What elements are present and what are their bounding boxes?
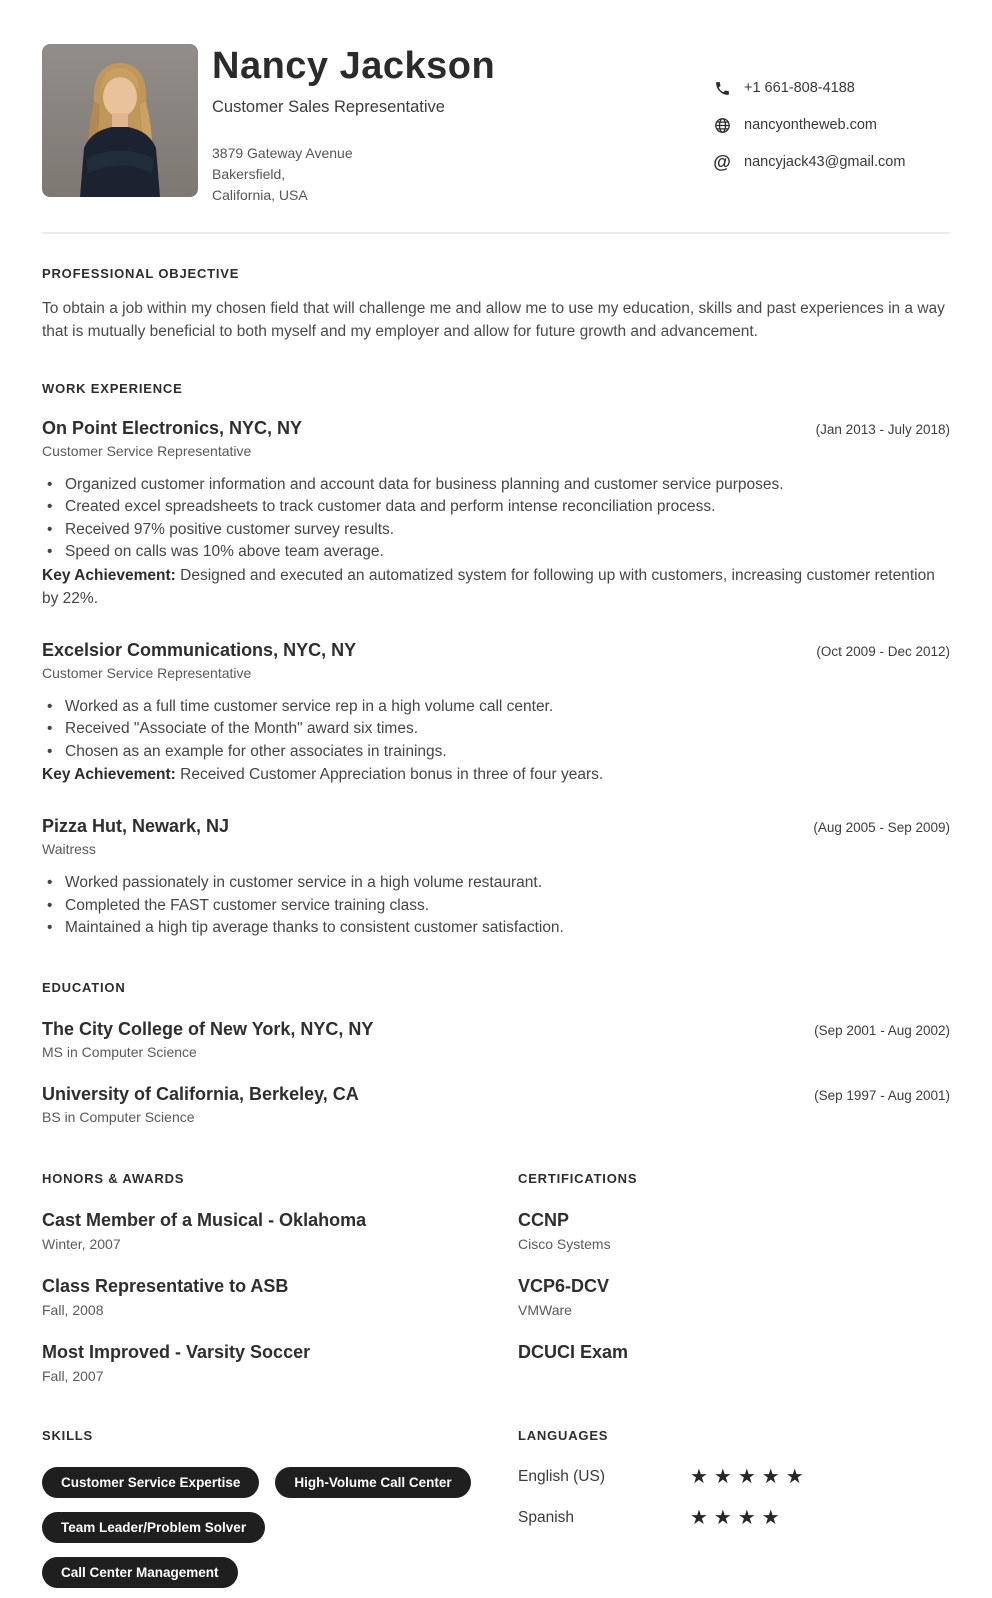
bullet-item: • Received "Associate of the Month" award six times. xyxy=(42,718,950,741)
job-header xyxy=(42,816,950,837)
job-company: Pizza Hut, Newark, NJ xyxy=(42,816,230,837)
job-dates: (Oct 2009 - Dec 2012) xyxy=(816,643,950,659)
job-bullet-list xyxy=(42,872,950,940)
section-heading-work: WORK EXPERIENCE xyxy=(42,380,183,396)
bullet-item: • Chosen as an example for other associates in trainings. xyxy=(42,741,950,764)
contact-phone-row xyxy=(712,78,950,98)
certification-issuer: Cisco Systems xyxy=(518,1235,611,1252)
job-role: Customer Service Representative xyxy=(42,664,252,681)
school-dates: (Sep 1997 - Aug 2001) xyxy=(814,1087,950,1103)
honor-entry xyxy=(42,1210,474,1252)
address-line: California, USA xyxy=(212,186,308,203)
honor-date: Fall, 2007 xyxy=(42,1367,104,1384)
job-bullet-list xyxy=(42,696,950,764)
achievement-label: Key Achievement: xyxy=(42,566,176,584)
honor-title: Cast Member of a Musical - Oklahoma xyxy=(42,1209,367,1230)
language-rating-stars: ★★★★★ xyxy=(690,1465,810,1488)
profile-photo xyxy=(42,44,198,197)
education-entry xyxy=(42,1084,950,1125)
skills-pill-list xyxy=(42,1467,474,1588)
education-entry xyxy=(42,1019,950,1060)
job-dates: (Aug 2005 - Sep 2009) xyxy=(813,820,950,836)
job-entry xyxy=(42,816,950,940)
address-block xyxy=(212,143,712,206)
address-line: Bakersfield, xyxy=(212,165,286,182)
language-rating-stars: ★★★★ xyxy=(690,1506,786,1529)
objective-text: To obtain a job within my chosen field that will challenge me and allow me to use my education, skills and past experiences in a way that is mutually beneficial to both myself and my employer and allow for future growth and advancement. xyxy=(42,299,945,340)
language-row xyxy=(518,1467,950,1487)
certification-entry xyxy=(518,1342,950,1363)
profile-photo-illustration xyxy=(42,44,198,197)
contact-email-row xyxy=(712,152,950,172)
job-achievement xyxy=(42,564,950,610)
header-divider xyxy=(42,232,950,234)
bullet-item: • Worked passionately in customer service in a high volume restaurant. xyxy=(42,872,950,895)
language-name: Spanish xyxy=(518,1508,575,1526)
job-role: Waitress xyxy=(42,841,96,858)
bullet-item: • Completed the FAST customer service training class. xyxy=(42,895,950,918)
skill-pill: Team Leader/Problem Solver xyxy=(42,1512,265,1543)
honor-title: Class Representative to ASB xyxy=(42,1275,289,1296)
job-header xyxy=(42,418,950,439)
job-achievement xyxy=(42,763,950,786)
job-company: On Point Electronics, NYC, NY xyxy=(42,417,303,438)
job-role: Customer Service Representative xyxy=(42,442,252,459)
job-company: Excelsior Communications, NYC, NY xyxy=(42,639,357,660)
section-heading-education: EDUCATION xyxy=(42,979,126,995)
bullet-item: • Worked as a full time customer service rep in a high volume call center. xyxy=(42,696,950,719)
bullet-item: • Organized customer information and account data for business planning and customer service purposes. xyxy=(42,474,950,497)
phone-number: +1 661-808-4188 xyxy=(744,80,855,96)
skill-pill: Call Center Management xyxy=(42,1557,238,1588)
section-professional-objective xyxy=(42,266,950,343)
globe-icon xyxy=(712,115,732,135)
contact-block xyxy=(712,44,950,189)
resume-header xyxy=(42,44,950,206)
honors-certifications-row xyxy=(42,1171,950,1384)
section-heading-objective: PROFESSIONAL OBJECTIVE xyxy=(42,265,240,281)
honor-date: Fall, 2008 xyxy=(42,1301,104,1318)
section-honors-awards xyxy=(42,1171,474,1384)
language-row xyxy=(518,1508,950,1528)
job-header xyxy=(42,640,950,661)
phone-icon xyxy=(712,78,732,98)
section-heading-skills: SKILLS xyxy=(42,1427,94,1443)
job-entry xyxy=(42,418,950,610)
certification-entry xyxy=(518,1210,950,1252)
at-icon: @ xyxy=(713,152,731,172)
certification-title: VCP6-DCV xyxy=(518,1275,610,1296)
school-degree: BS in Computer Science xyxy=(42,1108,195,1125)
education-header xyxy=(42,1084,950,1105)
certification-issuer: VMWare xyxy=(518,1301,572,1318)
header-identity xyxy=(198,44,712,206)
honor-date: Winter, 2007 xyxy=(42,1235,121,1252)
section-languages xyxy=(518,1428,950,1588)
certification-title: DCUCI Exam xyxy=(518,1341,629,1362)
language-name: English (US) xyxy=(518,1467,605,1485)
section-heading-languages: LANGUAGES xyxy=(518,1427,609,1443)
website-link[interactable]: nancyontheweb.com xyxy=(744,117,877,133)
section-skills xyxy=(42,1428,474,1588)
job-bullet-list xyxy=(42,474,950,564)
honor-title: Most Improved - Varsity Soccer xyxy=(42,1341,311,1362)
section-certifications xyxy=(518,1171,950,1384)
address-line: 3879 Gateway Avenue xyxy=(212,144,353,161)
school-name: The City College of New York, NYC, NY xyxy=(42,1018,374,1039)
section-education xyxy=(42,980,950,1125)
skill-pill: High-Volume Call Center xyxy=(275,1467,470,1498)
language-list xyxy=(518,1467,950,1528)
email-link[interactable]: nancyjack43@gmail.com xyxy=(744,154,906,170)
school-name: University of California, Berkeley, CA xyxy=(42,1083,359,1104)
school-degree: MS in Computer Science xyxy=(42,1043,197,1060)
bullet-item: • Speed on calls was 10% above team average. xyxy=(42,541,950,564)
skill-pill: Customer Service Expertise xyxy=(42,1467,259,1498)
certification-title: CCNP xyxy=(518,1209,570,1230)
contact-website-row xyxy=(712,115,950,135)
honor-entry xyxy=(42,1342,474,1384)
section-heading-honors: HONORS & AWARDS xyxy=(42,1170,185,1186)
school-dates: (Sep 2001 - Aug 2002) xyxy=(814,1022,950,1038)
certification-entry xyxy=(518,1276,950,1318)
bullet-item: • Created excel spreadsheets to track customer data and perform intense reconciliation process. xyxy=(42,496,950,519)
achievement-text: Designed and executed an automatized system for following up with customers, increasing customer retention by 22%. xyxy=(42,566,935,607)
skills-languages-row xyxy=(42,1428,950,1588)
person-name: Nancy Jackson xyxy=(212,45,496,87)
achievement-text: Received Customer Appreciation bonus in three of four years. xyxy=(180,766,604,784)
honor-entry xyxy=(42,1276,474,1318)
achievement-label: Key Achievement: xyxy=(42,766,176,784)
bullet-item: • Received 97% positive customer survey results. xyxy=(42,519,950,542)
job-entry xyxy=(42,640,950,787)
job-dates: (Jan 2013 - July 2018) xyxy=(815,421,950,437)
section-work-experience xyxy=(42,381,950,940)
bullet-item: • Maintained a high tip average thanks to consistent customer satisfaction. xyxy=(42,917,950,940)
person-job-title: Customer Sales Representative xyxy=(212,97,445,116)
section-heading-certifications: CERTIFICATIONS xyxy=(518,1170,638,1186)
education-header xyxy=(42,1019,950,1040)
